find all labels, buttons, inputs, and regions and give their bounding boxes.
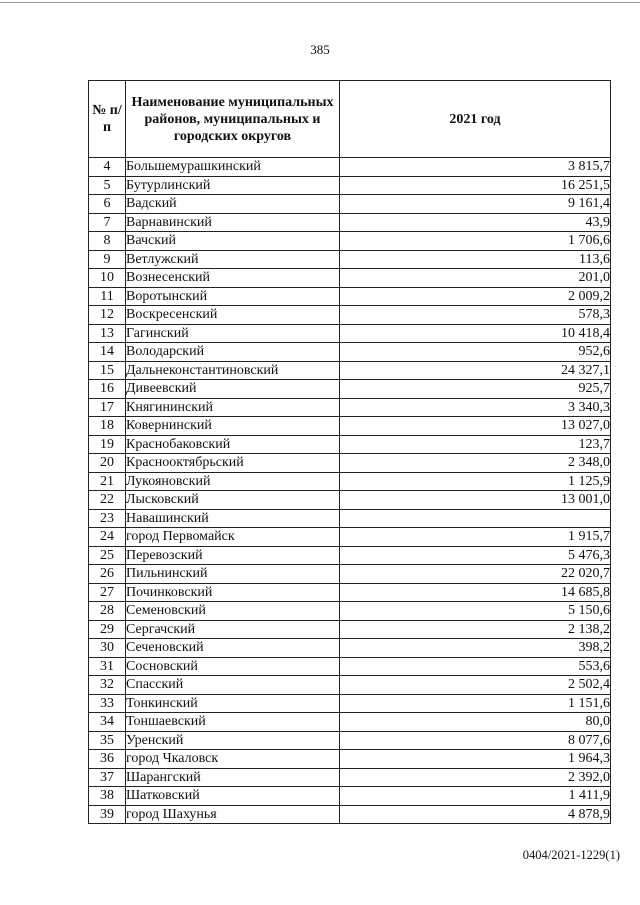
row-number: 18 (89, 417, 126, 436)
row-number: 19 (89, 435, 126, 454)
row-value: 22 020,7 (340, 565, 611, 584)
row-district-name: Навашинский (126, 509, 340, 528)
table-row (89, 195, 611, 214)
row-number: 7 (89, 213, 126, 232)
row-district-name: Лукояновский (126, 472, 340, 491)
table-row (89, 361, 611, 380)
row-district-name: Уренский (126, 731, 340, 750)
row-district-name: Вадский (126, 195, 340, 214)
table-row (89, 676, 611, 695)
row-district-name: Бутурлинский (126, 176, 340, 195)
row-value: 3 340,3 (340, 398, 611, 417)
row-number: 27 (89, 583, 126, 602)
row-value: 925,7 (340, 380, 611, 399)
row-number: 10 (89, 269, 126, 288)
row-district-name: Воскресенский (126, 306, 340, 325)
table-row (89, 731, 611, 750)
row-number: 6 (89, 195, 126, 214)
row-district-name: Семеновский (126, 602, 340, 621)
row-value: 1 411,9 (340, 787, 611, 806)
table-row (89, 343, 611, 362)
row-number: 9 (89, 250, 126, 269)
row-district-name: город Первомайск (126, 528, 340, 547)
row-number: 38 (89, 787, 126, 806)
row-number: 31 (89, 657, 126, 676)
table-row (89, 380, 611, 399)
row-number: 13 (89, 324, 126, 343)
table-header-row (89, 81, 611, 158)
row-number: 14 (89, 343, 126, 362)
table-row (89, 269, 611, 288)
row-number: 37 (89, 768, 126, 787)
row-number: 23 (89, 509, 126, 528)
row-district-name: Шатковский (126, 787, 340, 806)
table-row (89, 546, 611, 565)
row-number: 11 (89, 287, 126, 306)
row-district-name: город Чкаловск (126, 750, 340, 769)
row-value: 80,0 (340, 713, 611, 732)
row-value: 2 502,4 (340, 676, 611, 695)
table-row (89, 787, 611, 806)
row-district-name: Тонкинский (126, 694, 340, 713)
row-value: 10 418,4 (340, 324, 611, 343)
row-number: 32 (89, 676, 126, 695)
table-row (89, 176, 611, 195)
row-district-name: Володарский (126, 343, 340, 362)
table-row (89, 491, 611, 510)
row-value: 2 392,0 (340, 768, 611, 787)
table-row (89, 158, 611, 177)
row-district-name: Сергачский (126, 620, 340, 639)
row-district-name: Починковский (126, 583, 340, 602)
row-value: 2 348,0 (340, 454, 611, 473)
row-value: 2 138,2 (340, 620, 611, 639)
row-number: 39 (89, 805, 126, 824)
row-number: 12 (89, 306, 126, 325)
table-row (89, 713, 611, 732)
scan-edge-line (0, 2, 640, 3)
row-value: 1 125,9 (340, 472, 611, 491)
row-value: 9 161,4 (340, 195, 611, 214)
column-header-year: 2021 год (340, 81, 611, 158)
row-number: 5 (89, 176, 126, 195)
table-row (89, 213, 611, 232)
row-number: 35 (89, 731, 126, 750)
row-number: 34 (89, 713, 126, 732)
row-district-name: Варнавинский (126, 213, 340, 232)
column-header-name: Наименование муниципальных районов, муниципальных и городских округов (126, 81, 340, 158)
table-row (89, 750, 611, 769)
row-number: 30 (89, 639, 126, 658)
table-row (89, 472, 611, 491)
table-row (89, 250, 611, 269)
table-row (89, 454, 611, 473)
row-district-name: Вачский (126, 232, 340, 251)
row-value: 43,9 (340, 213, 611, 232)
table-row (89, 287, 611, 306)
row-district-name: Тоншаевский (126, 713, 340, 732)
row-value: 13 027,0 (340, 417, 611, 436)
table-row (89, 528, 611, 547)
row-district-name: Ветлужский (126, 250, 340, 269)
row-district-name: Ковернинский (126, 417, 340, 436)
row-value: 553,6 (340, 657, 611, 676)
row-number: 8 (89, 232, 126, 251)
row-district-name: Шарангский (126, 768, 340, 787)
row-value: 24 327,1 (340, 361, 611, 380)
row-district-name: Сеченовский (126, 639, 340, 658)
row-district-name: Перевозский (126, 546, 340, 565)
row-district-name: Вознесенский (126, 269, 340, 288)
row-number: 4 (89, 158, 126, 177)
row-number: 28 (89, 602, 126, 621)
table-row (89, 565, 611, 584)
table-row (89, 583, 611, 602)
table-row (89, 620, 611, 639)
row-value: 1 964,3 (340, 750, 611, 769)
row-value: 1 151,6 (340, 694, 611, 713)
row-district-name: Дальнеконстантиновский (126, 361, 340, 380)
row-value: 14 685,8 (340, 583, 611, 602)
table-row (89, 417, 611, 436)
row-value: 1 706,6 (340, 232, 611, 251)
row-district-name: Княгининский (126, 398, 340, 417)
row-number: 17 (89, 398, 126, 417)
row-district-name: Большемурашкинский (126, 158, 340, 177)
row-value: 578,3 (340, 306, 611, 325)
table-row (89, 694, 611, 713)
row-value: 4 878,9 (340, 805, 611, 824)
row-value: 5 476,3 (340, 546, 611, 565)
document-code: 0404/2021-1229(1) (522, 848, 620, 862)
row-number: 24 (89, 528, 126, 547)
row-number: 29 (89, 620, 126, 639)
row-number: 25 (89, 546, 126, 565)
row-number: 20 (89, 454, 126, 473)
row-value (340, 509, 611, 528)
row-number: 26 (89, 565, 126, 584)
row-value: 113,6 (340, 250, 611, 269)
row-district-name: Воротынский (126, 287, 340, 306)
row-value: 2 009,2 (340, 287, 611, 306)
table-row (89, 768, 611, 787)
row-value: 1 915,7 (340, 528, 611, 547)
table-row (89, 398, 611, 417)
row-number: 15 (89, 361, 126, 380)
row-number: 16 (89, 380, 126, 399)
row-district-name: Спасский (126, 676, 340, 695)
row-district-name: Краснооктябрьский (126, 454, 340, 473)
row-district-name: Сосновский (126, 657, 340, 676)
table-row (89, 306, 611, 325)
row-district-name: Пильнинский (126, 565, 340, 584)
row-district-name: Лысковский (126, 491, 340, 510)
row-value: 952,6 (340, 343, 611, 362)
table-row (89, 509, 611, 528)
row-number: 33 (89, 694, 126, 713)
row-number: 21 (89, 472, 126, 491)
table-row (89, 232, 611, 251)
table-row (89, 324, 611, 343)
row-value: 8 077,6 (340, 731, 611, 750)
table-row (89, 435, 611, 454)
row-number: 36 (89, 750, 126, 769)
column-header-number: № п/п (89, 81, 126, 158)
row-value: 398,2 (340, 639, 611, 658)
row-district-name: Гагинский (126, 324, 340, 343)
row-value: 13 001,0 (340, 491, 611, 510)
row-value: 3 815,7 (340, 158, 611, 177)
row-value: 123,7 (340, 435, 611, 454)
row-district-name: Краснобаковский (126, 435, 340, 454)
row-value: 201,0 (340, 269, 611, 288)
table-row (89, 602, 611, 621)
row-number: 22 (89, 491, 126, 510)
page-number: 385 (310, 42, 330, 57)
table-row (89, 805, 611, 824)
table-row (89, 639, 611, 658)
row-value: 5 150,6 (340, 602, 611, 621)
row-value: 16 251,5 (340, 176, 611, 195)
row-district-name: Дивеевский (126, 380, 340, 399)
budget-table (88, 80, 611, 824)
table-row (89, 657, 611, 676)
row-district-name: город Шахунья (126, 805, 340, 824)
